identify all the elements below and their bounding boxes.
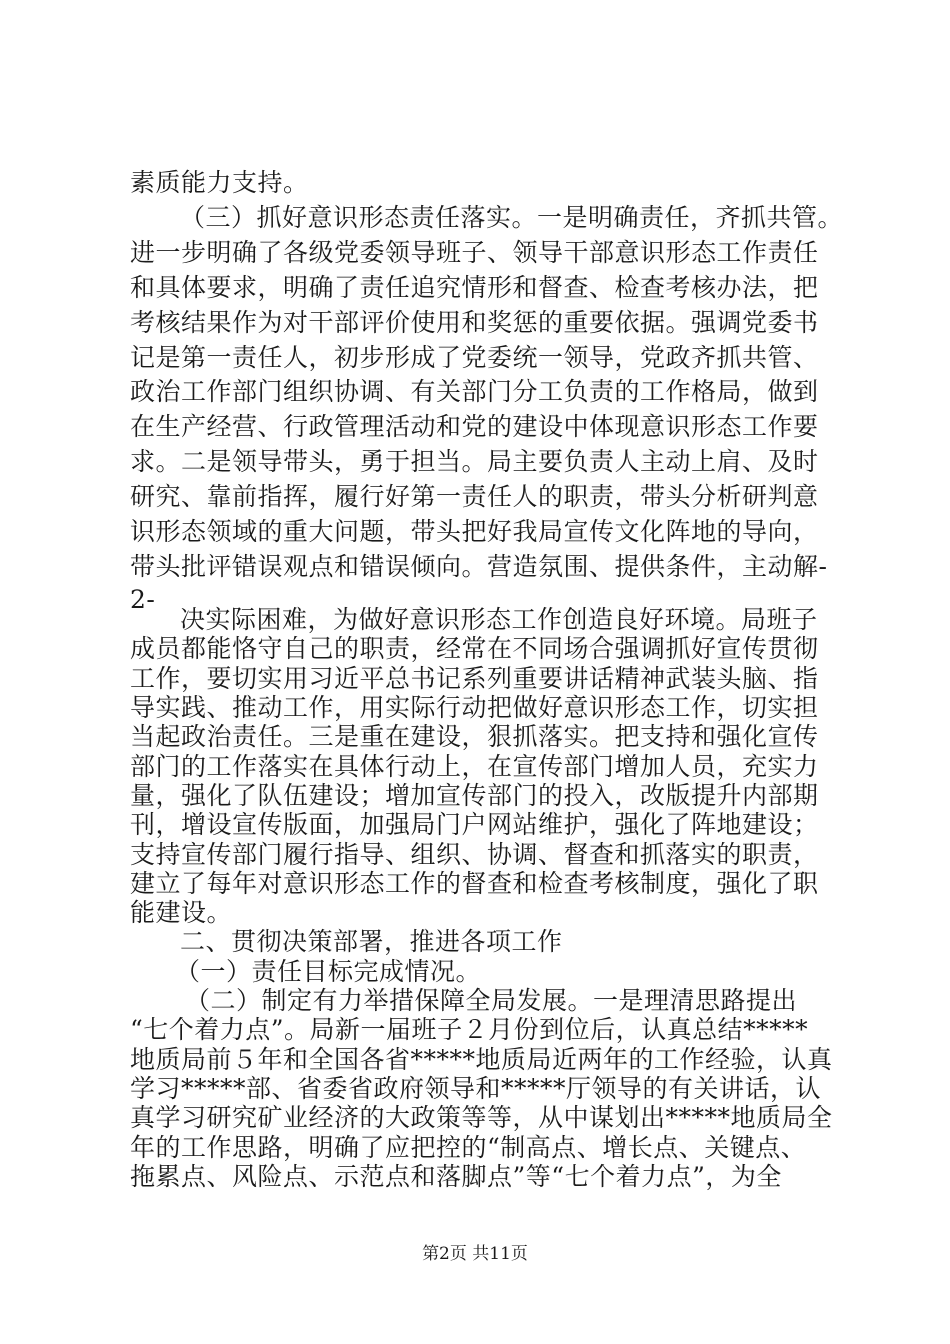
- text-line: （三）抓好意识形态责任落实。一是明确责任，齐抓共管。: [180, 203, 844, 232]
- subsection-heading: （一）责任目标完成情况。: [175, 957, 482, 986]
- text-line: “七个着力点”。局新一届班子２月份到位后，认真总结*****: [130, 1015, 809, 1044]
- text-line: 带头批评错误观点和错误倾向。营造氛围、提供条件，主动解-: [130, 552, 828, 581]
- text-line: 素质能力支持。: [130, 168, 309, 197]
- text-line: 年的工作思路，明确了应把控的“制高点、增长点、关键点、: [130, 1133, 807, 1162]
- text-line: （二）制定有力举措保障全局发展。一是理清思路提出: [185, 986, 798, 1015]
- text-line: 真学习研究矿业经济的大政策等等，从中谋划出*****地质局全: [130, 1103, 833, 1132]
- text-line: 识形态领域的重大问题，带头把好我局宣传文化阵地的导向，: [130, 517, 819, 546]
- text-line: 工作，要切实用习近平总书记系列重要讲话精神武装头脑、指: [130, 664, 819, 693]
- text-line: 研究、靠前指挥，履行好第一责任人的职责，带头分析研判意: [130, 482, 819, 511]
- text-line: 成员都能恪守自己的职责，经常在不同场合强调抓好宣传贯彻: [130, 634, 819, 663]
- text-line: 决实际困难，为做好意识形态工作创造良好环境。局班子: [180, 605, 818, 634]
- page-marker: 2-: [130, 585, 156, 614]
- text-line: 政治工作部门组织协调、有关部门分工负责的工作格局，做到: [130, 377, 819, 406]
- text-line: 记是第一责任人，初步形成了党委统一领导，党政齐抓共管、: [130, 343, 819, 372]
- text-line: 当起政治责任。三是重在建设，狠抓落实。把支持和强化宣传: [130, 722, 819, 751]
- text-line: 和具体要求，明确了责任追究情形和督查、检查考核办法，把: [130, 273, 819, 302]
- text-line: 考核结果作为对干部评价使用和奖惩的重要依据。强调党委书: [130, 308, 819, 337]
- text-line: 刊，增设宣传版面，加强局门户网站维护，强化了阵地建设；: [130, 810, 819, 839]
- text-line: 拖累点、风险点、示范点和落脚点”等“七个着力点”，为全: [130, 1162, 782, 1191]
- text-line: 学习*****部、省委省政府领导和*****厅领导的有关讲话，认: [130, 1074, 822, 1103]
- text-line: 求。二是领导带头，勇于担当。局主要负责人主动上肩、及时: [130, 447, 819, 476]
- text-line: 地质局前５年和全国各省*****地质局近两年的工作经验，认真: [130, 1045, 833, 1074]
- page-footer: 第2页 共11页: [422, 1244, 528, 1264]
- text-line: 建立了每年对意识形态工作的督查和检查考核制度，强化了职: [130, 869, 819, 898]
- text-line: 量，强化了队伍建设；增加宣传部门的投入，改版提升内部期: [130, 781, 819, 810]
- text-line: 在生产经营、行政管理活动和党的建设中体现意识形态工作要: [130, 412, 819, 441]
- text-line: 支持宣传部门履行指导、组织、协调、督查和抓落实的职责，: [130, 840, 819, 869]
- text-line: 进一步明确了各级党委领导班子、领导干部意识形态工作责任: [130, 238, 819, 267]
- section-heading: 二、贯彻决策部署，推进各项工作: [180, 927, 563, 956]
- text-line: 能建设。: [130, 898, 233, 927]
- text-line: 导实践、推动工作，用实际行动把做好意识形态工作，切实担: [130, 693, 819, 722]
- text-line: 部门的工作落实在具体行动上，在宣传部门增加人员，充实力: [130, 752, 819, 781]
